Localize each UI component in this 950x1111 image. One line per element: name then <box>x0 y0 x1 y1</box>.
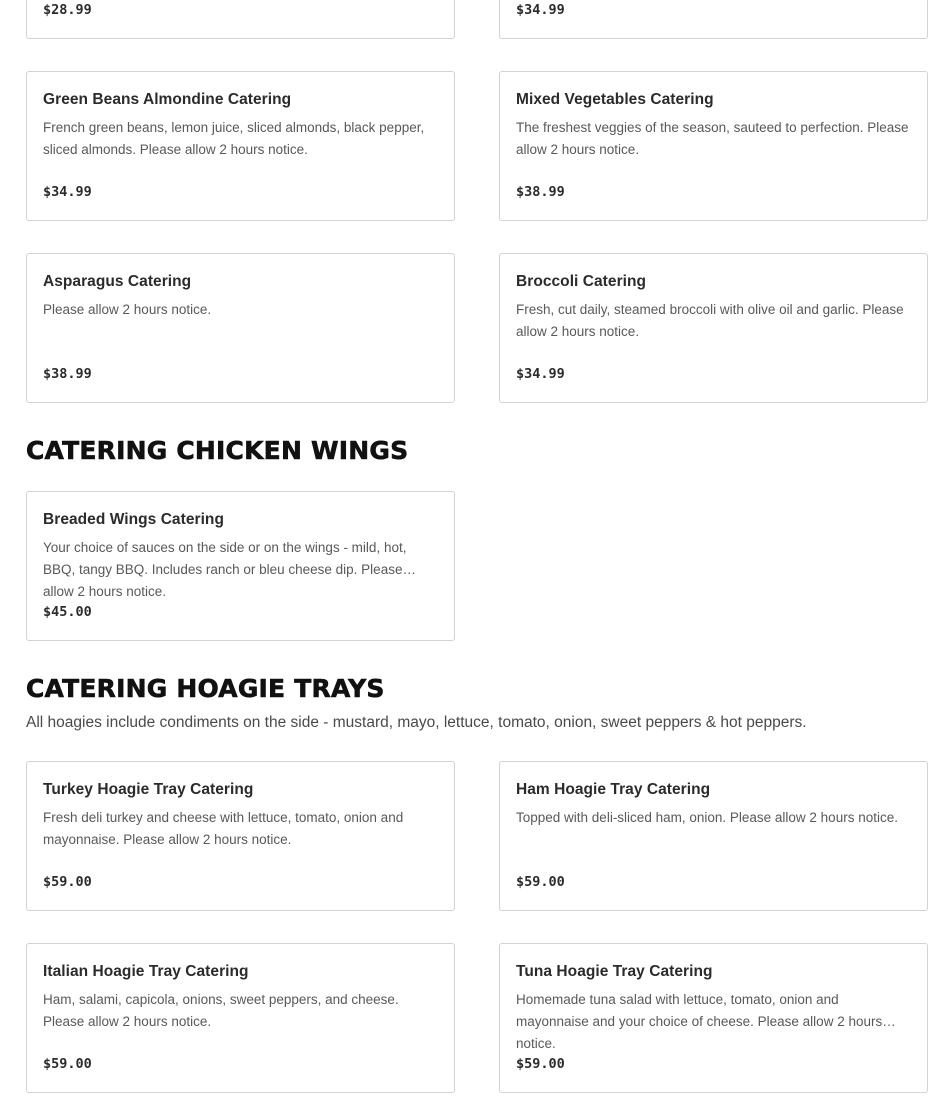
item-name: Mixed Vegetables Catering <box>516 91 714 108</box>
item-price: $59.00 <box>516 874 565 890</box>
item-price: $59.00 <box>43 874 92 890</box>
item-price: $34.99 <box>516 2 565 18</box>
menu-item-card[interactable] <box>499 71 928 221</box>
item-description: French green beans, lemon juice, sliced almonds, black pepper, sliced almonds. Please allow 2 hours notice. <box>43 120 425 157</box>
item-price: $38.99 <box>516 184 565 200</box>
item-price: $59.00 <box>43 1056 92 1072</box>
item-price: $28.99 <box>43 2 92 18</box>
item-description: Fresh, cut daily, steamed broccoli with olive oil and garlic. Please allow 2 hours notice. <box>516 302 904 339</box>
item-name: Asparagus Catering <box>43 273 192 290</box>
menu-item-card[interactable] <box>499 761 928 911</box>
menu-item-card[interactable] <box>26 71 455 221</box>
menu-item-card[interactable] <box>499 943 928 1093</box>
menu-item-card[interactable] <box>26 253 455 403</box>
menu-item-card[interactable] <box>26 761 455 911</box>
item-name: Green Beans Almondine Catering <box>43 91 292 108</box>
item-price: $38.99 <box>43 366 92 382</box>
section-title-hoagie-trays: CATERING HOAGIE TRAYS <box>26 674 385 703</box>
item-description: Ham, salami, capicola, onions, sweet peppers, and cheese. Please allow 2 hours notice. <box>43 992 399 1029</box>
item-price: $59.00 <box>516 1056 565 1072</box>
item-name: Italian Hoagie Tray Catering <box>43 963 249 980</box>
item-price: $34.99 <box>516 366 565 382</box>
section-title-chicken-wings: CATERING CHICKEN WINGS <box>26 436 409 465</box>
menu-item-card[interactable] <box>26 943 455 1093</box>
item-name: Breaded Wings Catering <box>43 511 224 528</box>
section-description: All hoagies include condiments on the side - mustard, mayo, lettuce, tomato, onion, sweet peppers & hot peppers. <box>26 714 807 731</box>
item-description: Topped with deli-sliced ham, onion. Please allow 2 hours notice. <box>516 810 898 825</box>
item-name: Tuna Hoagie Tray Catering <box>516 963 713 980</box>
item-description: Please allow 2 hours notice. <box>43 302 212 317</box>
item-price: $34.99 <box>43 184 92 200</box>
item-description: Fresh deli turkey and cheese with lettuce, tomato, onion and mayonnaise. Please allow 2 hours notice. <box>43 810 404 847</box>
item-price: $45.00 <box>43 604 92 620</box>
item-description: The freshest veggies of the season, sauteed to perfection. Please allow 2 hours notice. <box>516 120 909 157</box>
item-name: Ham Hoagie Tray Catering <box>516 781 711 798</box>
item-name: Broccoli Catering <box>516 273 647 290</box>
menu-item-card[interactable] <box>26 491 455 641</box>
menu-item-card[interactable] <box>499 253 928 403</box>
menu-item-card[interactable] <box>499 0 928 39</box>
menu-item-card[interactable] <box>26 0 455 39</box>
item-description: Homemade tuna salad with lettuce, tomato, onion and mayonnaise and your choice of cheese. Please allow 2 hours notice. <box>516 992 883 1051</box>
item-description: Your choice of sauces on the side or on the wings - mild, hot, BBQ, tangy BBQ. Includes ranch or bleu cheese dip. Please allow 2 hours notice. <box>43 540 407 599</box>
item-name: Turkey Hoagie Tray Catering <box>43 781 254 798</box>
